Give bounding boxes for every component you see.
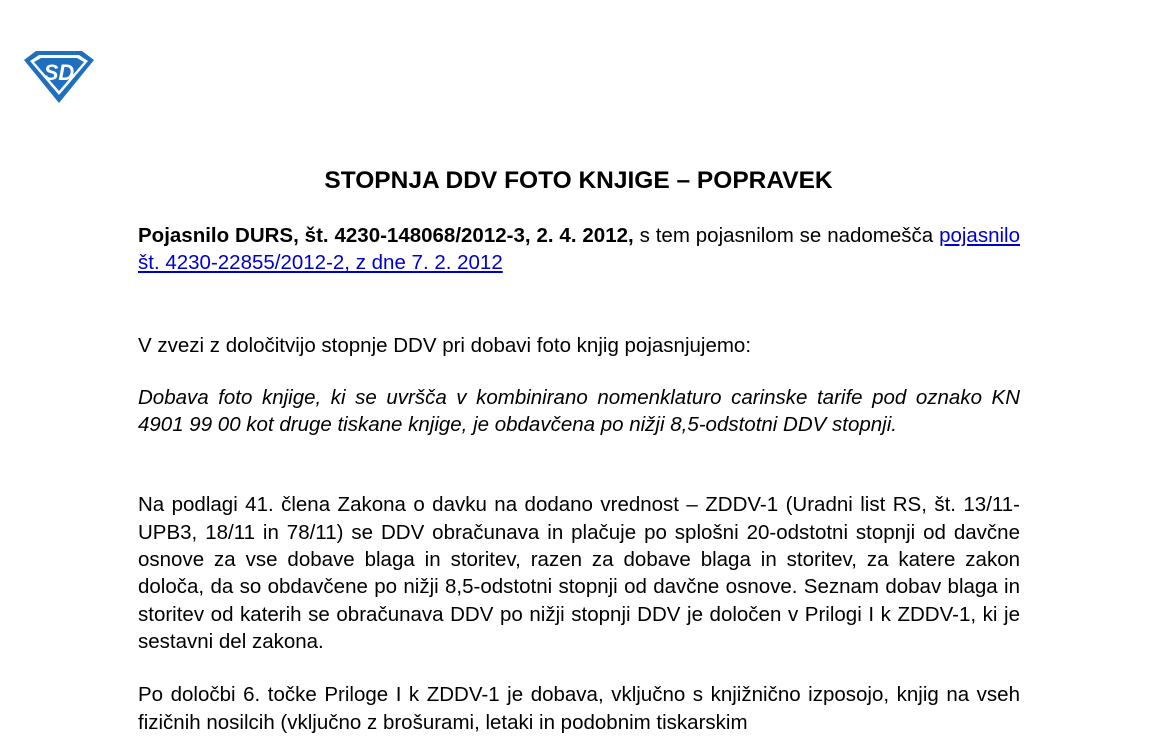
ruling-paragraph: Dobava foto knjige, ki se uvršča v kombinirano nomenklaturo carinske tarife pod oznako KN 4901 99 00 kot druge tiskane knjige, je obdavčena po nižji 8,5-odstotni DDV stopnji. <box>138 385 1020 437</box>
logo-letters: SD <box>43 60 75 85</box>
document-body <box>138 222 1020 736</box>
reference-text: s tem pojasnilom se nadomešča <box>633 224 940 247</box>
reference-bold: Pojasnilo DURS, št. 4230-148068/2012-3, 2. 4. 2012, <box>138 224 634 247</box>
document-title: STOPNJA DDV FOTO KNJIGE – POPRAVEK <box>324 167 833 194</box>
legal-basis-paragraph: Na podlagi 41. člena Zakona o davku na dodano vrednost – ZDDV-1 (Uradni list RS, št. 13/11-UPB3, 18/11 in 78/11) se DDV obračunava in plačuje po splošni 20-odstotni stopnji od davčne osnove za vse dobave blaga in storitev, razen za dobave blaga in storitev, za katere zakon določa, da so obdavčene po nižji 8,5-odstotni stopnji od davčne osnove. Seznam dobav blaga in storitev od katerih se obračunava DDV po nižji stopnji DDV je določen v Prilogi I k ZDDV-1, ki je sestavni del zakona. <box>138 493 1020 653</box>
intro-paragraph: V zvezi z določitvijo stopnje DDV pri dobavi foto knjig pojasnjujemo: <box>138 333 752 357</box>
company-logo <box>22 48 96 106</box>
annex-paragraph: Po določbi 6. točke Priloge I k ZDDV-1 je dobava, vključno s knjižnično izposojo, knjig na vseh fizičnih nosilcih (vključno z brošurami, letaki in podobnim tiskarskim <box>138 683 1020 734</box>
reference-link[interactable]: pojasnilo št. 4230-22855/2012-2, z dne 7. 2. 2012 <box>138 224 1020 275</box>
logo-emblem-icon <box>22 48 96 106</box>
reference-paragraph <box>138 222 1020 277</box>
